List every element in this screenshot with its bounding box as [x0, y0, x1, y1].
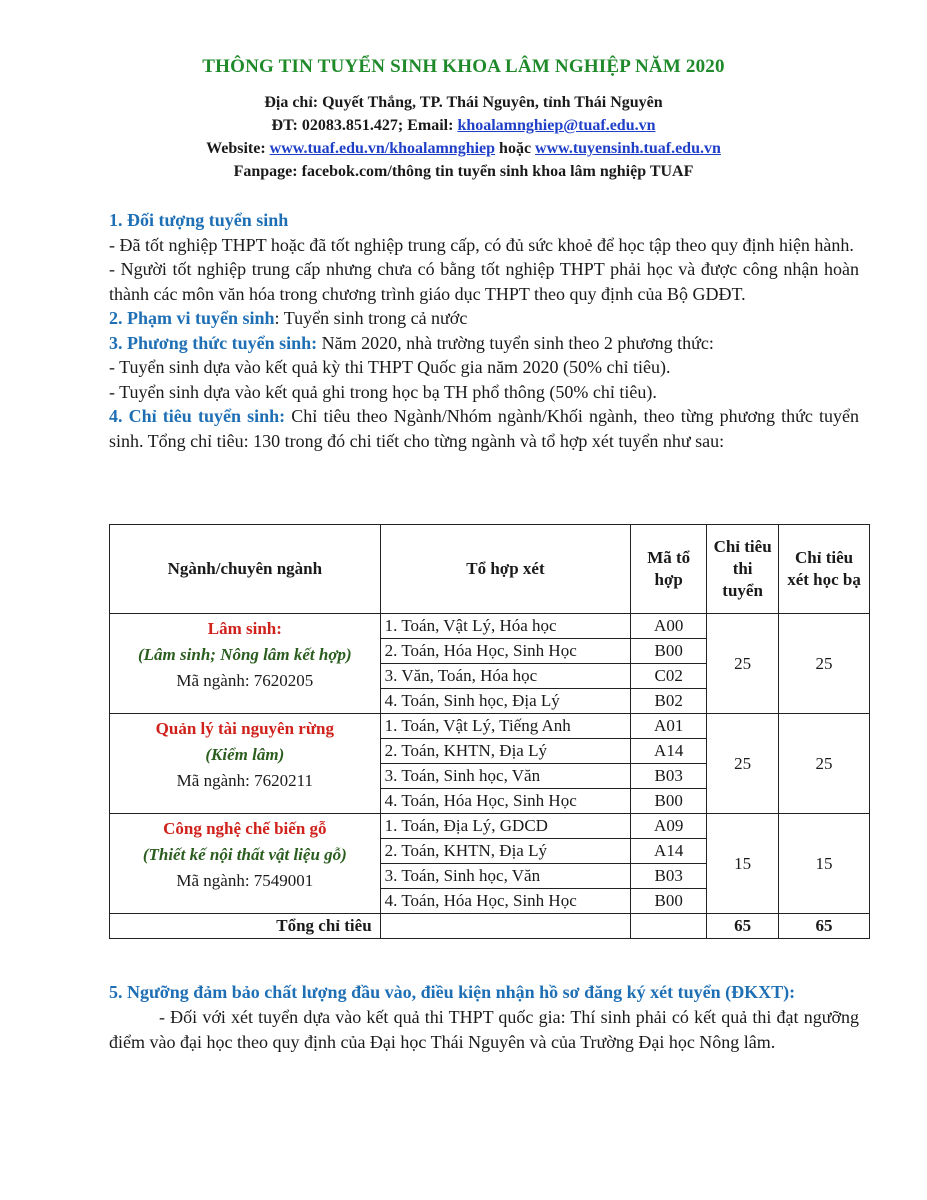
table-row — [110, 714, 870, 739]
header-quota-exam: Chỉ tiêu thi tuyển — [707, 525, 779, 614]
section5 — [109, 980, 859, 1055]
table-header-row — [110, 525, 870, 614]
combo-cell: 3. Toán, Sinh học, Văn — [380, 764, 631, 789]
major-code: Mã ngành: 7549001 — [176, 871, 314, 890]
total-label: Tổng chỉ tiêu — [110, 914, 381, 939]
section4-heading: 4. Chỉ tiêu tuyển sinh: — [109, 406, 286, 426]
section1-p1: - Đã tốt nghiệp THPT hoặc đã tốt nghiệp trung cấp, có đủ sức khoẻ để học tập theo quy định hiện hành. — [109, 234, 854, 255]
page-title: THÔNG TIN TUYỂN SINH KHOA LÂM NGHIỆP NĂM 2020 — [202, 56, 725, 77]
major-sub: (Kiểm lâm) — [205, 745, 285, 764]
quota-record-cell: 15 — [779, 814, 870, 914]
body-sections — [109, 208, 859, 453]
combo-code-cell: A01 — [631, 714, 707, 739]
total-empty-cell — [380, 914, 631, 939]
major-name: Công nghệ chế biến gỗ — [163, 819, 327, 838]
website-label: Website: — [206, 140, 270, 157]
total-quota-record: 65 — [779, 914, 870, 939]
section3-method2: - Tuyển sinh dựa vào kết quả ghi trong học bạ TH phổ thông (50% chỉ tiêu). — [109, 381, 657, 402]
combo-cell: 1. Toán, Vật Lý, Tiếng Anh — [380, 714, 631, 739]
table-row — [110, 614, 870, 639]
major-cell — [110, 714, 381, 814]
section3-heading: 3. Phương thức tuyển sinh: — [109, 332, 318, 353]
website-or: hoặc — [495, 140, 536, 157]
combo-cell: 2. Toán, KHTN, Địa Lý — [380, 739, 631, 764]
table-total-row — [110, 914, 870, 939]
combo-code-cell: B02 — [631, 689, 707, 714]
major-cell — [110, 814, 381, 914]
header-major: Ngành/chuyên ngành — [110, 525, 381, 614]
combo-code-cell: A00 — [631, 614, 707, 639]
admission-table — [109, 524, 870, 939]
section5-p1: - Đối với xét tuyển dựa vào kết quả thi THPT quốc gia: Thí sinh phải có kết quả thi đạt ngưỡng điểm vào đại học theo quy định của Đại học Thái Nguyên và của Trường Đại học Nông lâm. — [109, 1007, 859, 1052]
header-quota-record: Chỉ tiêu xét học bạ — [779, 525, 870, 614]
fanpage-line: Fanpage: facebok.com/thông tin tuyển sinh khoa lâm nghiệp TUAF — [233, 163, 694, 180]
table-row — [110, 814, 870, 839]
header-combo-code: Mã tổ hợp — [631, 525, 707, 614]
combo-cell: 2. Toán, KHTN, Địa Lý — [380, 839, 631, 864]
website-link-2[interactable]: www.tuyensinh.tuaf.edu.vn — [535, 140, 721, 157]
combo-code-cell: B03 — [631, 764, 707, 789]
total-quota-exam: 65 — [707, 914, 779, 939]
section4-text: Chỉ tiêu theo Ngành/Nhóm ngành/Khối ngành, theo từng phương thức tuyển sinh. Tổng chỉ tiêu: 130 trong đó chi tiết cho từng ngành và tổ hợp xét tuyển như sau: — [109, 406, 859, 451]
quota-exam-cell: 25 — [707, 714, 779, 814]
major-name: Lâm sinh: — [207, 619, 282, 638]
phone-text: ĐT: 02083.851.427; Email: — [271, 117, 458, 134]
combo-code-cell: B03 — [631, 864, 707, 889]
quota-exam-cell: 25 — [707, 614, 779, 714]
combo-code-cell: A14 — [631, 739, 707, 764]
major-code: Mã ngành: 7620211 — [176, 771, 313, 790]
major-sub: (Thiết kế nội thất vật liệu gỗ) — [142, 845, 347, 864]
section3-method1: - Tuyển sinh dựa vào kết quả kỳ thi THPT Quốc gia năm 2020 (50% chỉ tiêu). — [109, 357, 671, 377]
section5-heading: 5. Ngưỡng đảm bảo chất lượng đầu vào, điều kiện nhận hồ sơ đăng ký xét tuyển (ĐKXT): — [109, 982, 796, 1002]
combo-code-cell: B00 — [631, 639, 707, 664]
combo-cell: 4. Toán, Hóa Học, Sinh Học — [380, 889, 631, 914]
section3-text: Năm 2020, nhà trường tuyển sinh theo 2 phương thức: — [317, 332, 714, 353]
section2-text: : Tuyển sinh trong cả nước — [274, 308, 468, 328]
combo-code-cell: A09 — [631, 814, 707, 839]
quota-exam-cell: 15 — [707, 814, 779, 914]
combo-cell: 4. Toán, Sinh học, Địa Lý — [380, 689, 631, 714]
combo-cell: 3. Toán, Sinh học, Văn — [380, 864, 631, 889]
website-line — [0, 138, 927, 160]
total-empty-cell — [631, 914, 707, 939]
combo-cell: 1. Toán, Vật Lý, Hóa học — [380, 614, 631, 639]
quota-record-cell: 25 — [779, 714, 870, 814]
combo-code-cell: B00 — [631, 889, 707, 914]
major-name: Quản lý tài nguyên rừng — [155, 719, 334, 738]
major-code: Mã ngành: 7620205 — [176, 671, 314, 690]
header-combo: Tổ hợp xét — [380, 525, 631, 614]
major-cell — [110, 614, 381, 714]
address-line: Địa chỉ: Quyết Thắng, TP. Thái Nguyên, tỉnh Thái Nguyên — [264, 94, 663, 111]
combo-cell: 1. Toán, Địa Lý, GDCD — [380, 814, 631, 839]
combo-cell: 2. Toán, Hóa Học, Sinh Học — [380, 639, 631, 664]
section1-p2: - Người tốt nghiệp trung cấp nhưng chưa có bằng tốt nghiệp THPT phải học và được công nhận hoàn thành các môn văn hóa trong chương trình giáo dục THPT theo quy định của Bộ GDĐT. — [109, 259, 859, 304]
section2-heading: 2. Phạm vi tuyển sinh — [109, 308, 275, 328]
contact-line — [0, 115, 927, 137]
combo-cell: 4. Toán, Hóa Học, Sinh Học — [380, 789, 631, 814]
section1-heading: 1. Đối tượng tuyển sinh — [109, 210, 289, 230]
major-sub: (Lâm sinh; Nông lâm kết hợp) — [138, 645, 352, 664]
combo-code-cell: B00 — [631, 789, 707, 814]
quota-record-cell: 25 — [779, 614, 870, 714]
combo-code-cell: A14 — [631, 839, 707, 864]
combo-code-cell: C02 — [631, 664, 707, 689]
combo-cell: 3. Văn, Toán, Hóa học — [380, 664, 631, 689]
email-link[interactable]: khoalamnghiep@tuaf.edu.vn — [457, 117, 656, 134]
website-link-1[interactable]: www.tuaf.edu.vn/khoalamnghiep — [269, 140, 496, 157]
